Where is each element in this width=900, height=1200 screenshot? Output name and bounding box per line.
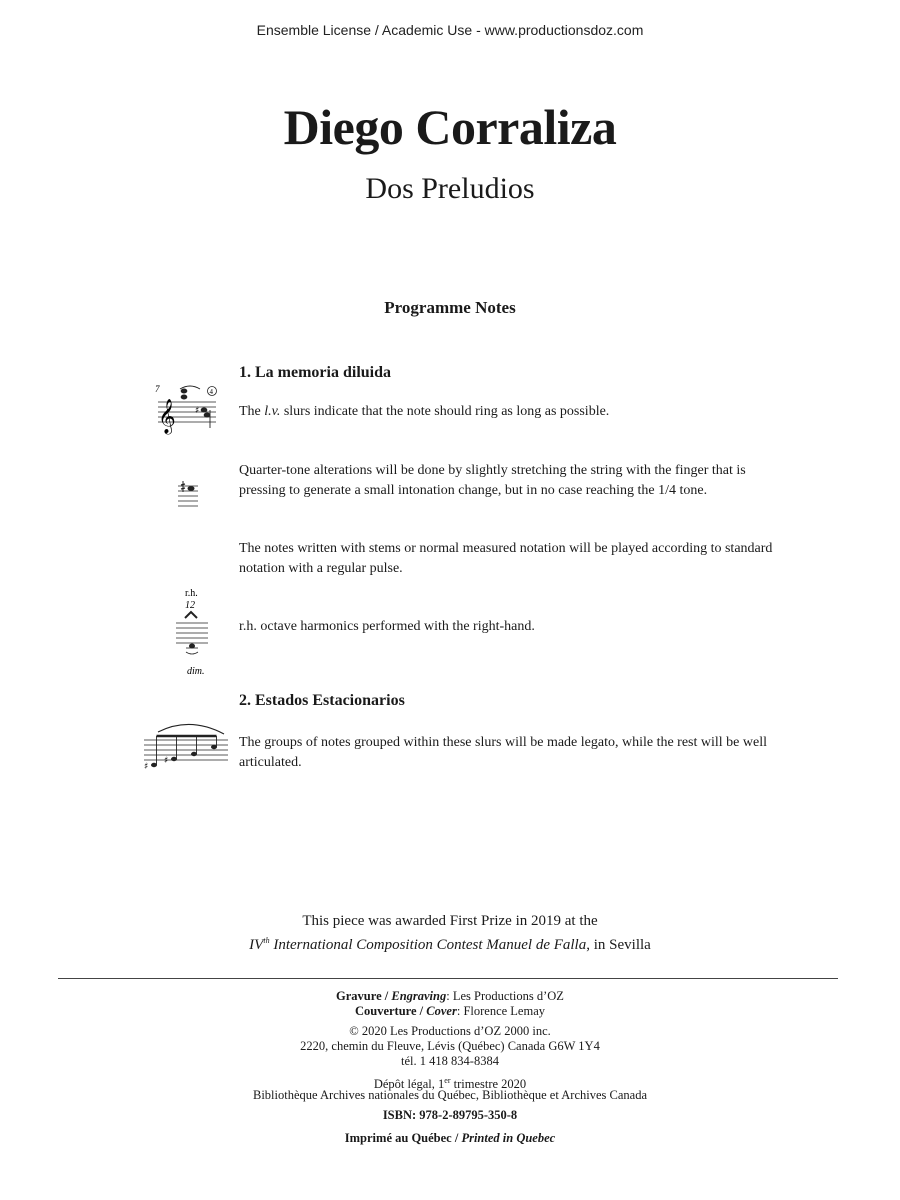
copyright: © 2020 Les Productions d’OZ 2000 inc.: [349, 1024, 551, 1038]
note-legato-groups: The groups of notes grouped within these slurs will be made legato, while the rest will be well articulated.: [239, 735, 767, 770]
lv-slur-example: [150, 382, 230, 438]
sharp-icon: ♯: [195, 406, 200, 416]
note-measured-notation: The notes written with stems or normal measured notation will be played according to standard notation with a regular pulse.: [239, 541, 773, 576]
note-lv-abbrev: l.v.: [264, 404, 281, 419]
isbn: ISBN: 978-2-89795-350-8: [382, 1108, 518, 1122]
note-quarter-tone: Quarter-tone alterations will be done by slightly stretching the string with the finger that is pressing to generate a small intonation change, but in no case reaching the 1/4 tone.: [239, 463, 746, 498]
award-roman: IV: [249, 937, 264, 953]
programme-notes-heading: Programme Notes: [384, 298, 516, 317]
award-line-2: [0, 931, 900, 955]
section2-heading: 2. Estados Estacionarios: [239, 692, 405, 709]
credit-cover: Couverture / Cover: Florence Lemay: [354, 1004, 546, 1018]
treble-clef-icon: 𝄞: [158, 399, 176, 434]
phone: tél. 1 418 834-8384: [401, 1054, 499, 1068]
composer-name: Diego Corraliza: [283, 99, 617, 155]
award-statement: [0, 911, 900, 955]
rh-label: r.h.: [185, 588, 198, 599]
note-lv-text-a: The: [239, 404, 265, 419]
note-head: [204, 413, 211, 418]
library: Bibliothèque Archives nationales du Québec, Bibliothèque et Archives Canada: [253, 1088, 647, 1102]
lv-slur: [180, 386, 200, 389]
accent-marcato-icon: [185, 612, 197, 618]
legal-deposit: Dépôt légal, 1er trimestre 2020: [373, 1076, 527, 1092]
legato-slur-example: [142, 718, 232, 776]
address: 2220, chemin du Fleuve, Lévis (Québec) Canada G6W 1Y4: [300, 1039, 600, 1053]
rh-harmonics-example: [168, 585, 218, 680]
award-contest: International Composition Contest Manuel de Falla: [269, 937, 587, 953]
legato-slur: [158, 724, 224, 734]
license-header: Ensemble License / Academic Use - www.productionsdoz.com: [256, 22, 644, 38]
section1-heading: 1. La memoria diluida: [239, 364, 392, 381]
dim-marking: dim.: [187, 666, 205, 677]
credit-engraving: Gravure / Engraving: Les Productions d’OZ: [336, 989, 564, 1003]
award-city: , in Sevilla: [586, 937, 651, 953]
note-lv-slurs: [239, 402, 779, 422]
measure-number: 7: [155, 384, 160, 394]
note-head: [181, 389, 188, 394]
note-head: [201, 408, 208, 413]
fret-number: 12: [185, 600, 195, 611]
note-rh-harmonics: r.h. octave harmonics performed with the right-hand.: [239, 619, 535, 634]
note-head: [181, 395, 188, 400]
award-sup: th: [263, 936, 270, 945]
sharp-icon: ♯: [164, 756, 169, 766]
award-line-1: This piece was awarded First Prize in 2019 at the: [302, 913, 598, 929]
string-number: 4: [209, 388, 213, 396]
note-lv-text-b: slurs indicate that the note should ring as long as possible.: [280, 404, 610, 419]
divider-rule: [58, 978, 838, 979]
note-head: [188, 486, 195, 491]
printed-in: Imprimé au Québec / Printed in Quebec: [344, 1131, 556, 1145]
quarter-tone-example: [174, 476, 204, 512]
work-title: Dos Preludios: [365, 172, 535, 205]
sharp-icon: ♯: [144, 762, 149, 772]
note-head: [189, 644, 195, 649]
